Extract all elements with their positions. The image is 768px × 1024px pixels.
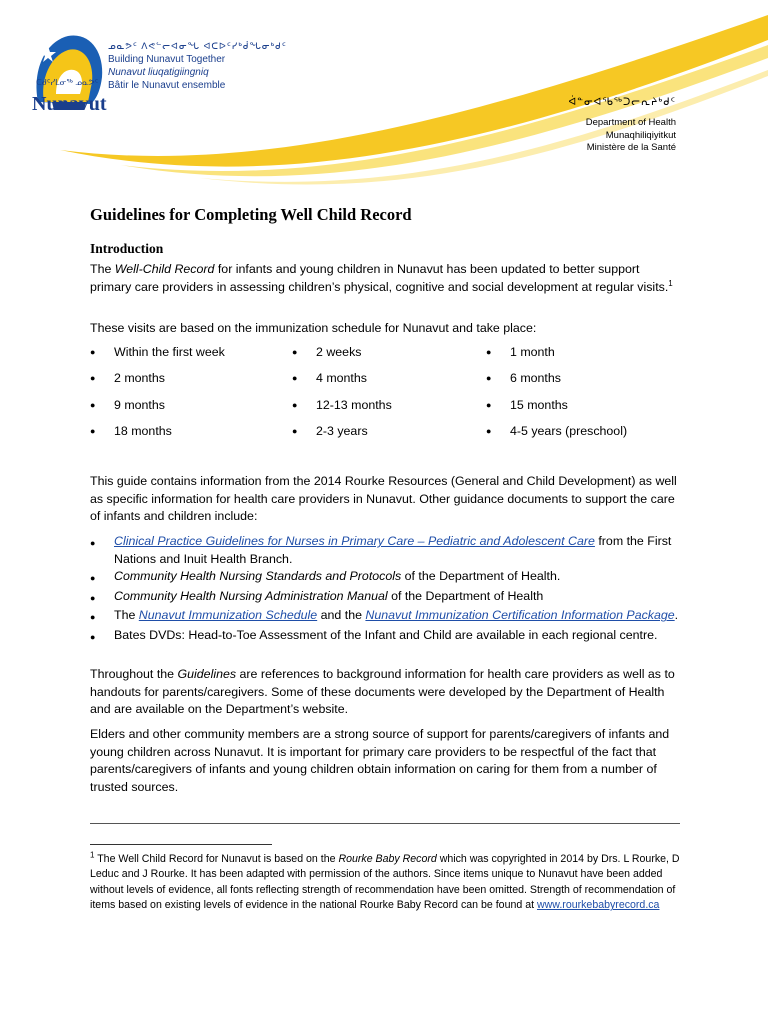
schedule-row bbox=[90, 398, 690, 424]
bullet-icon: ● bbox=[90, 573, 96, 584]
tagline-syllabics: ᓄᓇᕗᑦ ᐱᕙᓪᓕᐊᓂᖓ ᐊᑕᐅᑦᓯᒃᑰᖓᓂᒃᑯᑦ bbox=[108, 41, 287, 51]
schedule-row bbox=[90, 371, 690, 397]
bullet-icon: ● bbox=[90, 347, 96, 357]
bullet-icon: ● bbox=[90, 425, 96, 436]
dept-inuinnaqtun: Munaqhiliqiyitkut bbox=[605, 130, 676, 141]
bullet-icon: ● bbox=[292, 399, 298, 410]
tagline-inuinnaqtun: Nunavut liuqatigiingniq bbox=[108, 67, 209, 78]
bullet-icon: ● bbox=[90, 592, 96, 603]
list-item: ● Clinical Practice Guidelines for Nurses in Primary Care – Pediatric and Adolescent Care from the First Nations and Inuit Health Branch. bbox=[90, 533, 690, 568]
list-item: ● Bates DVDs: Head-to-Toe Assessment of the Infant and Child are available in each regional centre. bbox=[90, 627, 690, 647]
footnote-ref[interactable]: 1 bbox=[668, 278, 673, 288]
intro-paragraph: The Well-Child Record for infants and young children in Nunavut has been updated to better support primary care providers in assessing children’s physical, cognitive and social development at regular visits.$^1$ bbox=[90, 262, 673, 294]
schedule-item: 18 months bbox=[114, 423, 172, 438]
bullet-icon: ● bbox=[292, 347, 298, 357]
schedule-row bbox=[90, 345, 690, 371]
schedule-item: 12-13 months bbox=[316, 397, 392, 412]
dept-syllabics: ᐋᓐᓂᐊᖃᖅᑐᓕᕆᔨᒃᑯᑦ bbox=[568, 97, 676, 108]
bullet-icon: ● bbox=[486, 399, 492, 410]
schedule-intro: These visits are based on the immunization schedule for Nunavut and take place: bbox=[90, 321, 537, 335]
dept-french: Ministère de la Santé bbox=[586, 142, 676, 153]
schedule-item: 15 months bbox=[510, 397, 568, 412]
visit-schedule bbox=[90, 345, 690, 450]
bullet-icon: ● bbox=[292, 425, 298, 436]
schedule-item: 2-3 years bbox=[316, 423, 368, 438]
logo-wordmark: Nunavut bbox=[32, 93, 107, 115]
document-title: Guidelines for Completing Well Child Record bbox=[90, 205, 412, 224]
footnote: $^1$ The Well Child Record for Nunavut is based on the Rourke Baby Record which was copyrighted in 2014 by Drs. L Rourke, D Leduc and J Rourke. It has been adapted with permission of the authors. Since items unique to Nunavut have been added without levels of evidence, all fonts reflecting strength of recommendation have been omitted. Strength of recommendation of items based on existing levels of evidence in the national Rourke Baby Record can be found at www.rourkebabyrecord.ca bbox=[90, 850, 680, 912]
bullet-icon: ● bbox=[90, 612, 96, 623]
throughout-paragraph: Throughout the Guidelines are references to background information for health care providers as well as to handouts for parents/caregivers. Some of these documents were developed by the Department of Health and are available on the Department’s website. bbox=[90, 667, 675, 716]
bullet-icon: ● bbox=[90, 538, 96, 548]
tagline-french: Bâtir le Nunavut ensemble bbox=[108, 80, 226, 91]
schedule-item: 2 weeks bbox=[316, 345, 362, 359]
schedule-item: Within the first week bbox=[114, 345, 225, 359]
link-rourke-baby-record[interactable]: www.rourkebabyrecord.ca bbox=[536, 899, 660, 912]
bullet-icon: ● bbox=[486, 425, 492, 436]
logo-syllabics: ᑕᑯᑦᓯᒪᓂᖅ ᓄᓇᕗᑦ bbox=[36, 78, 99, 87]
schedule-item: 4-5 years (preschool) bbox=[510, 423, 628, 438]
list-item: ● Community Health Nursing Standards and Protocols of the Department of Health. bbox=[90, 568, 690, 588]
tagline-english: Building Nunavut Together bbox=[108, 54, 226, 65]
link-immunization-schedule[interactable]: Nunavut Immunization Schedule bbox=[138, 608, 318, 623]
section-heading-introduction: Introduction bbox=[90, 241, 164, 256]
bullet-icon: ● bbox=[486, 347, 492, 357]
list-item: ● Community Health Nursing Administration Manual of the Department of Health bbox=[90, 588, 690, 608]
bullet-icon: ● bbox=[90, 399, 96, 410]
schedule-item: 4 months bbox=[316, 371, 367, 386]
schedule-row bbox=[90, 424, 690, 450]
schedule-item: 6 months bbox=[510, 371, 561, 386]
footnote-divider bbox=[90, 844, 272, 845]
dept-english: Department of Health bbox=[585, 117, 676, 128]
schedule-item: 9 months bbox=[114, 397, 165, 412]
bullet-icon: ● bbox=[486, 373, 492, 384]
guide-paragraph: This guide contains information from the 2014 Rourke Resources (General and Child Development) as well as specific information for health care providers in Nunavut. Other guidance documents to support the care of infants and children include: bbox=[90, 474, 677, 523]
elders-paragraph: Elders and other community members are a strong source of support for parents/caregivers of infants and young children across Nunavut. It is important for primary care providers to be respectful of the fact that parents/caregivers of infants and young children obtain information on caring for them from a number of trusted sources. bbox=[90, 727, 670, 794]
bullet-icon: ● bbox=[292, 373, 298, 384]
schedule-item: 1 month bbox=[510, 345, 555, 359]
schedule-item: 2 months bbox=[114, 371, 165, 386]
resource-list bbox=[90, 533, 690, 647]
link-immunization-certification-package[interactable]: Nunavut Immunization Certification Information Package bbox=[365, 608, 675, 623]
bullet-icon: ● bbox=[90, 631, 96, 642]
divider bbox=[90, 823, 680, 824]
list-item: ● The Nunavut Immunization Schedule and the Nunavut Immunization Certification Information Package. bbox=[90, 607, 690, 627]
bullet-icon: ● bbox=[90, 373, 96, 384]
link-clinical-practice-guidelines[interactable]: Clinical Practice Guidelines for Nurses in Primary Care – Pediatric and Adolescent Care bbox=[114, 534, 595, 548]
